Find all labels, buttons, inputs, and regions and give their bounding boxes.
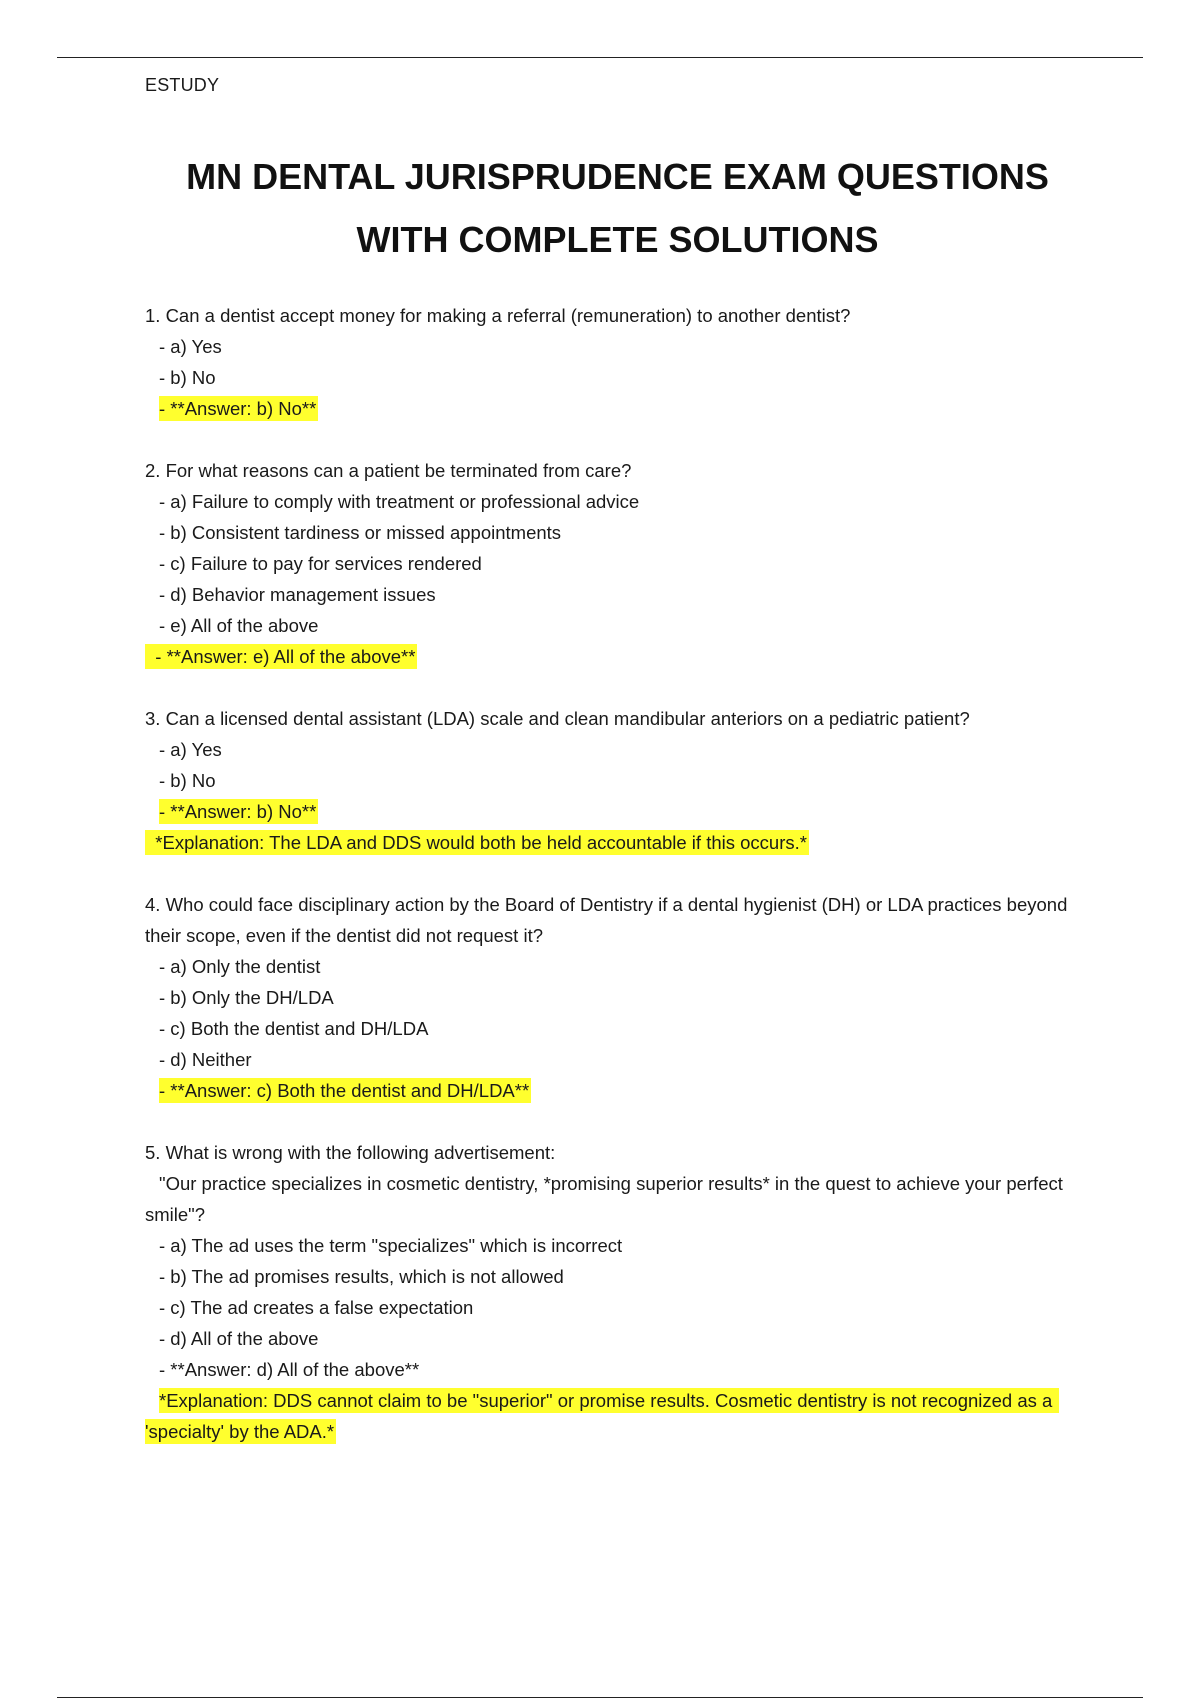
option-b: - b) No — [159, 770, 216, 791]
explanation-line-wrap — [145, 1385, 1095, 1447]
answer-line-wrap — [145, 796, 1095, 827]
title-line-2: WITH COMPLETE SOLUTIONS — [356, 219, 879, 260]
option-b: - b) Consistent tardiness or missed appointments — [159, 522, 562, 543]
option-a: - a) Only the dentist — [159, 956, 321, 977]
question-text: 4. Who could face disciplinary action by the Board of Dentistry if a dental hygienist (DH) or LDA practices beyond their scope, even if the dentist did not request it? — [145, 894, 1068, 946]
option-d: - d) All of the above — [159, 1328, 319, 1349]
question-text: 2. For what reasons can a patient be terminated from care? — [145, 460, 632, 481]
question-5 — [145, 1137, 1095, 1447]
option-a: - a) Yes — [159, 739, 222, 760]
option-d: - d) Neither — [159, 1049, 252, 1070]
answer-line-wrap — [145, 641, 1095, 672]
bottom-rule — [57, 1697, 1143, 1698]
title-line-1: MN DENTAL JURISPRUDENCE EXAM QUESTIONS — [186, 156, 1049, 197]
question-2 — [145, 455, 1095, 672]
top-rule — [57, 57, 1143, 58]
option-b: - b) No — [159, 367, 216, 388]
explanation-line-wrap — [145, 827, 1095, 858]
question-1 — [145, 300, 1095, 424]
option-a: - a) Yes — [159, 336, 222, 357]
document-title — [0, 145, 1200, 271]
answer-highlight: - **Answer: b) No** — [159, 398, 317, 419]
answer-highlight: - **Answer: b) No** — [159, 801, 317, 822]
answer-line-wrap — [145, 393, 1095, 424]
option-a: - a) Failure to comply with treatment or professional advice — [159, 491, 640, 512]
answer-highlight: - **Answer: e) All of the above** — [145, 646, 416, 667]
question-text: 5. What is wrong with the following advertisement: — [145, 1142, 556, 1163]
question-text: 3. Can a licensed dental assistant (LDA) scale and clean mandibular anteriors on a pediatric patient? — [145, 708, 970, 729]
answer-text: - **Answer: d) All of the above** — [159, 1359, 420, 1380]
option-c: - c) Both the dentist and DH/LDA — [159, 1018, 429, 1039]
explanation-highlight: *Explanation: The LDA and DDS would both be held accountable if this occurs.* — [145, 832, 807, 853]
answer-highlight: - **Answer: c) Both the dentist and DH/LDA** — [159, 1080, 530, 1101]
answer-line-wrap — [145, 1075, 1095, 1106]
question-text: 1. Can a dentist accept money for making a referral (remuneration) to another dentist? — [145, 305, 851, 326]
header-label: ESTUDY — [145, 75, 220, 95]
question-4 — [145, 889, 1095, 1106]
explanation-highlight: *Explanation: DDS cannot claim to be "superior" or promise results. Cosmetic dentistry is not recognized as a 'specialty' by the ADA.* — [145, 1390, 1058, 1442]
option-e: - e) All of the above — [159, 615, 319, 636]
option-c: - c) The ad creates a false expectation — [159, 1297, 474, 1318]
option-b: - b) Only the DH/LDA — [159, 987, 334, 1008]
advertisement-quote: "Our practice specializes in cosmetic dentistry, *promising superior results* in the quest to achieve your perfect smile"? — [145, 1173, 1069, 1225]
question-3 — [145, 703, 1095, 858]
option-b: - b) The ad promises results, which is not allowed — [159, 1266, 564, 1287]
option-d: - d) Behavior management issues — [159, 584, 436, 605]
option-a: - a) The ad uses the term "specializes" which is incorrect — [159, 1235, 623, 1256]
questions-list — [145, 300, 1095, 1478]
option-c: - c) Failure to pay for services rendered — [159, 553, 482, 574]
